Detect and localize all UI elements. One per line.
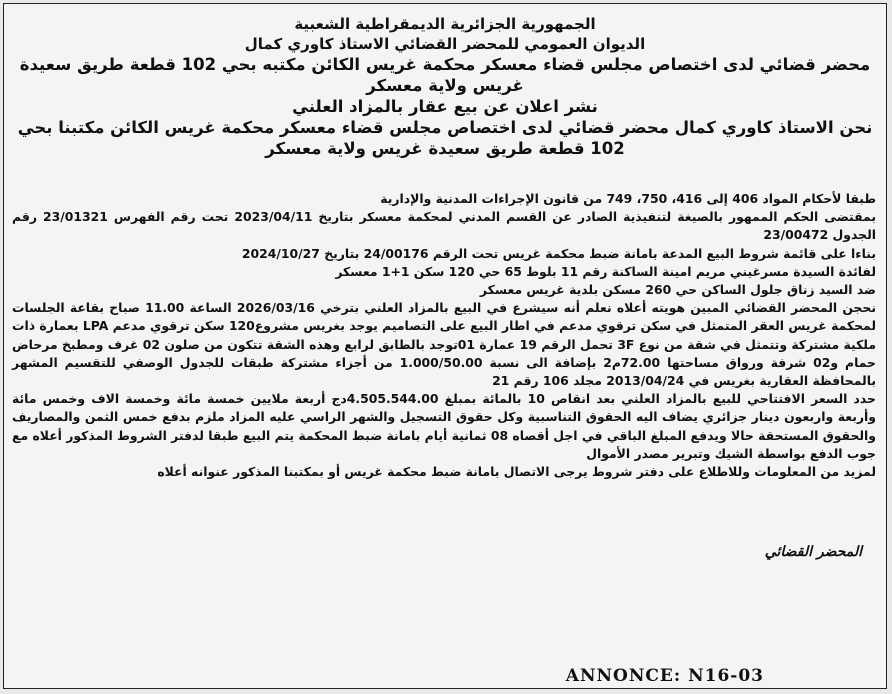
annonce-number: ANNONCE: N16-03: [565, 666, 764, 686]
republic-title: الجمهورية الجزائرية الديمقراطية الشعبية: [294, 15, 596, 33]
bailiff-signature: المحضر القضائي: [764, 544, 862, 560]
conditions-list-paragraph: بناءا على قائمة شروط البيع المدعة بامانة ضبط محكمة غريس تحت الرقم 24/00176 بتاريخ 2024/10/27: [241, 245, 876, 261]
sale-details-paragraph: نحجن المحضر القضائي المبين هويته أعلاه نعلم أنه سيشرع في البيع بالمزاد العلني بترخي 2026/03/16 الساعة 11.00 صباح بقاعة الجلسات لمحكمة غريس العقر المتمثل في سكن ترقوي مدعم في اطار البيع على التصاميم يوجد بغريس مشروع120 سكن ترقوي مدعم LPA بعمارة ذات ملكية مشتركة وتتمثل في شقة من نوع 3F تحمل الرقم 19 عمارة 01توجد بالطابق لرابع وهذه الشقة تتكون من صلون 02 غرف ومطبخ مرحاض حمام و02 شرفة ورواق مساحتها 72.00م2 بإضافة الى نسبة 1.000/50.00 من أجزاء مشتركة طبقات للجدول الوصفي للتقسيم المشهر بالمحافظة العقارية بغريس في 2013/04/24 مجلد 106 رقم 21: [12, 300, 877, 389]
announcement-frame: [3, 3, 887, 689]
legal-basis-paragraph: طبقا لأحكام المواد 406 إلى 416، 750، 749 من قانون الإجراءات المدنية والإدارية: [380, 191, 876, 206]
contact-paragraph: لمزيد من المعلومات وللاطلاع على دفتر شروط يرجى الاتصال بامانة ضبط محكمة غريس أو بمكتبنا المذكور عنوانه أعلاه: [157, 464, 876, 480]
price-paragraph: حدد السعر الافتتاحي للبيع بالمزاد العلني بعد انقاص 10 بالمائة بمبلغ 4.505.544.00دج أربعة ملايين خمسة مائة وخمسة الاف وخمس مائة وأربعة واربعون دينار جزائري يضاف اليه الحقوق التناسبية وكل حقوق التسجيل والشهر الراسي عليه المزاد ملزم بدفع خمس الثمن والمصاريف والحقوق المستحقة حالا ويدفع المبلغ الباقي في اجل أقصاه 08 ثمانية أيام بامانة ضبط المحكمة يتم البيع طبقا لدفتر الشروط المذكور أعلاه مع جوب الدفع بواسطة الشيك وتبرير مصدر الأموال: [12, 391, 876, 461]
announcement-header: [4, 14, 886, 159]
notice-title: نشر اعلان عن بيع عقار بالمزاد العلني: [292, 97, 598, 116]
beneficiary-paragraph: لفائدة السيدة مسرغيني مريم امينة الساكنة رقم 11 بلوط 65 حي 120 سكن 1+1 معسكر: [335, 263, 876, 279]
jurisdiction-line-1: محضر قضائي لدى اختصاص مجلس قضاء معسكر محكمة غريس الكائن مكتبه بحي 102 قطعة طريق سعيدة: [19, 55, 871, 74]
intro-line-1: نحن الاستاذ كاوري كمال محضر قضائي لدى اختصاص مجلس قضاء معسكر محكمة غريس الكائن مكتبنا بحي: [17, 118, 873, 137]
jurisdiction-line-2: غريس ولاية معسكر: [366, 76, 524, 95]
judgment-paragraph: بمقتضى الحكم الممهور بالصيغة لتنفيذية الصادر عن القسم المدني لمحكمة معسكر بتاريخ 2023/04/11 تحت رقم الفهرس 23/01321 رقم الجدول 23/00472: [12, 209, 876, 243]
intro-line-2: 102 قطعة طريق سعيدة غريس ولاية معسكر: [265, 139, 625, 158]
office-title: الديوان العمومي للمحضر القضائي الاستاذ كاوري كمال: [244, 35, 646, 53]
defendant-paragraph: ضد السيد زناق جلول الساكن حي 260 مسكن بلدية غريس معسكر: [479, 282, 876, 298]
announcement-body: [12, 190, 876, 481]
